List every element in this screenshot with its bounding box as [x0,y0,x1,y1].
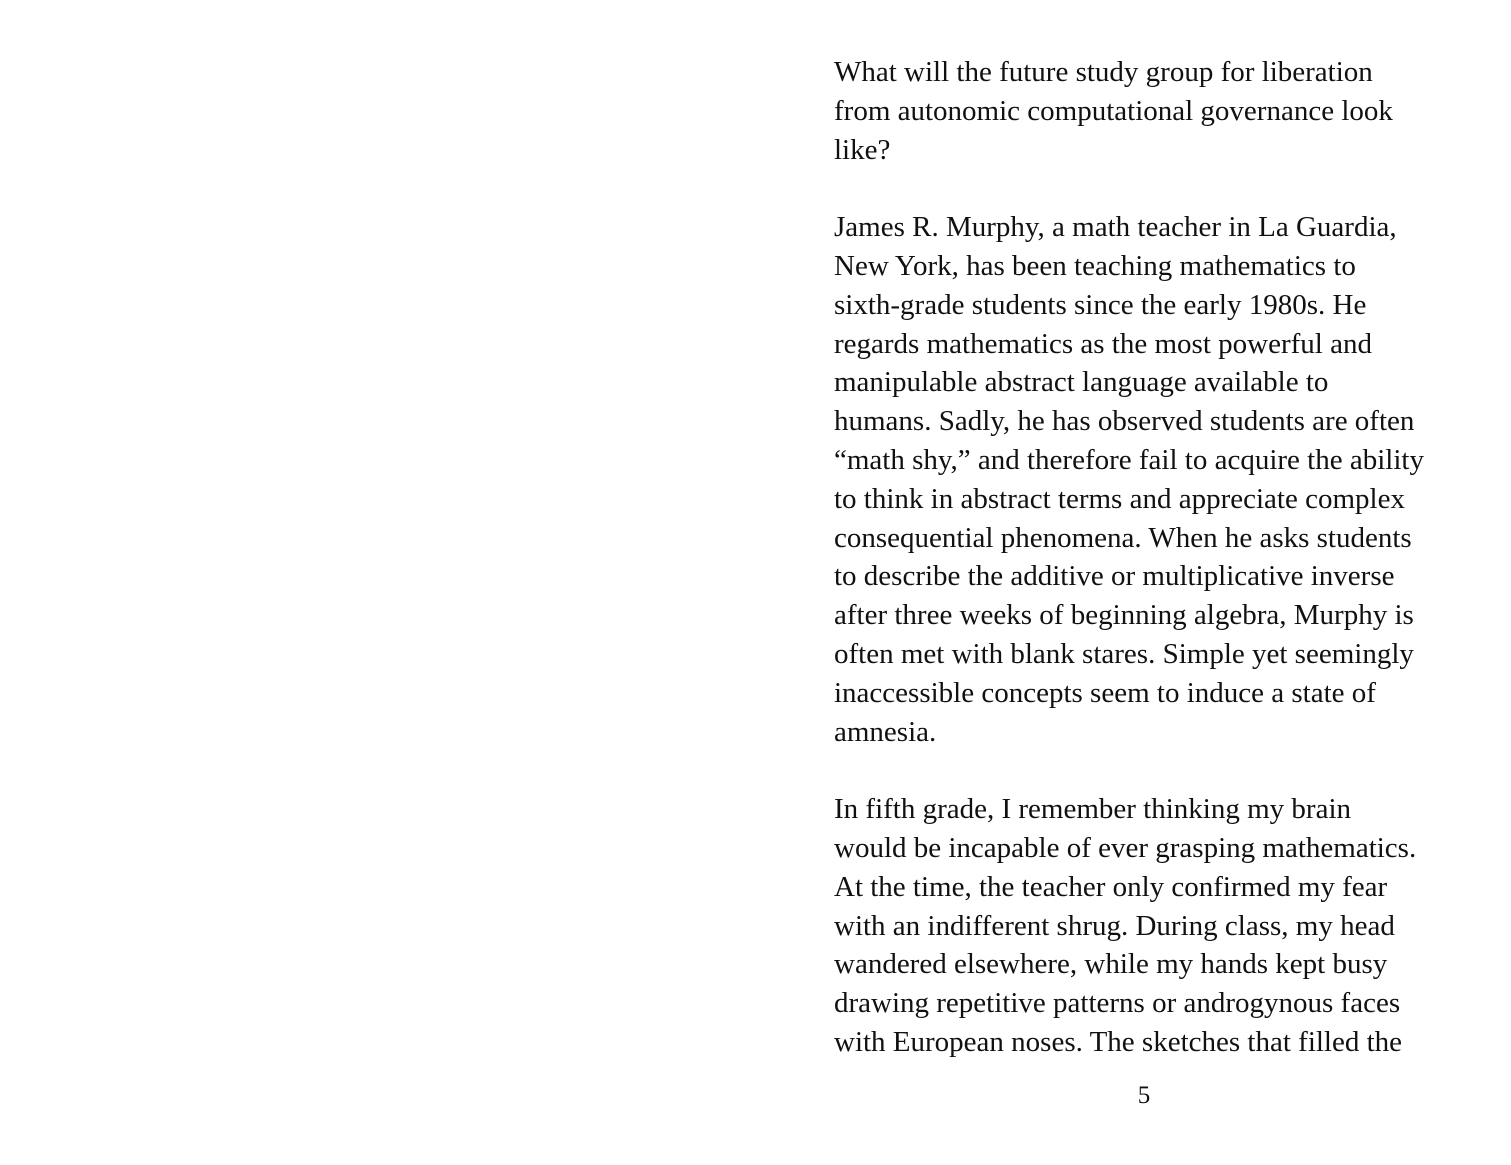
paragraph-question: What will the future study group for liberation from autonomic computational governance look like? [834,56,1393,166]
body-text-column [834,53,1464,1101]
paragraph-fifth-grade: In fifth grade, I remember thinking my brain would be incapable of ever grasping mathematics. At the time, the teacher only confirmed my fear with an indifferent shrug. During class, my head wandered elsewhere, while my hands kept busy drawing repetitive patterns or androgynous faces with European noses. The sketches that filled the [834,793,1417,1058]
page-number: 5 [1137,1082,1151,1109]
paragraph-murphy: James R. Murphy, a math teacher in La Guardia, New York, has been teaching mathematics to sixth-grade students since the early 1980s. He regards mathematics as the most powerful and manipulable abstract language available to humans. Sadly, he has observed students are often “math shy,” and therefore fail to acquire the ability to think in abstract terms and appreciate complex consequential phenomena. When he asks students to describe the additive or multiplicative inverse after three weeks of beginning algebra, Murphy is often met with blank stares. Simple yet seemingly inaccessible concepts seem to induce a state of amnesia. [834,211,1424,748]
